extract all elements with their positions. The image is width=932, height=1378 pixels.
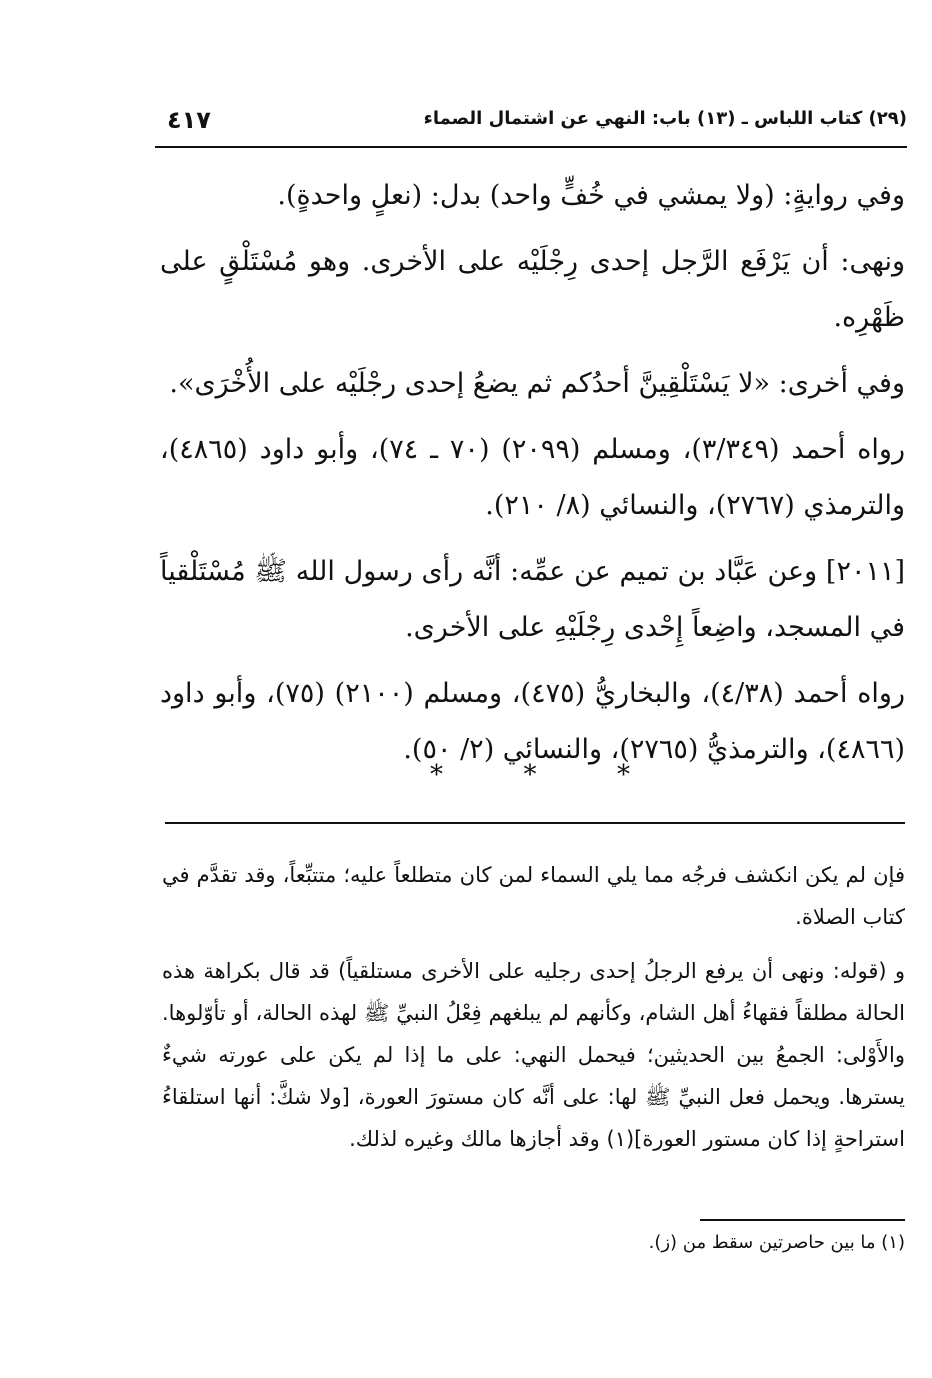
header-rule [155, 146, 907, 148]
paragraph-ukhra: وفي أخرى: «لا يَسْتَلْقِينَّ أحدُكم ثم يضعُ إحدى رجْلَيْه على الأُخْرَى». [169, 368, 905, 399]
page-header [155, 100, 907, 140]
page-number: ٤١٧ [167, 106, 211, 134]
commentary-rule [165, 822, 905, 824]
separator-star: * [523, 760, 537, 790]
paragraph-nahy: ونهى: أن يَرْفَع الرَّجل إحدى رِجْلَيْه على الأخرى. وهو مُسْتَلْقٍ على ظَهْرِه. [160, 246, 905, 333]
citation-1: رواه أحمد (٣/٣٤٩)، ومسلم (٢٠٩٩) (٧٠ ـ ٧٤)، وأبو داود (٤٨٦٥)، والترمذي (٢٧٦٧)، والنسائي (٨/ ٢١٠). [160, 434, 905, 521]
footnote-rule [700, 1219, 905, 1221]
running-title: (٢٩) كتاب اللباس ـ (١٣) باب: النهي عن اشتمال الصماء [423, 108, 907, 129]
commentary-text [162, 854, 905, 1172]
hadith-2011: [٢٠١١] وعن عَبَّاد بن تميم عن عمِّه: أنَّه رأى رسول الله ﷺ مُسْتَلْقياً في المسجد، واضِعاً إِحْدى رِجْلَيْهِ على الأخرى. [160, 556, 905, 643]
citation-2: رواه أحمد (٤/٣٨)، والبخاريُّ (٤٧٥)، ومسلم (٢١٠٠) (٧٥)، وأبو داود (٤٨٦٦)، والترمذيُّ (٢٧٦٥)، والنسائي (٢/ ٥٠). [160, 678, 905, 765]
main-text [160, 168, 905, 788]
section-separator [430, 760, 630, 790]
separator-star: * [617, 760, 630, 790]
footnote: (١) ما بين حاصرتين سقط من (ز). [648, 1232, 905, 1253]
paragraph-riwaya: وفي روايةٍ: (ولا يمشي في خُفٍّ واحد) بدل: (نعلٍ واحدةٍ). [277, 180, 905, 211]
separator-star: * [430, 760, 443, 790]
commentary-paragraph: و (قوله: ونهى أن يرفع الرجلُ إحدى رجليه على الأخرى مستلقياً) قد قال بكراهة هذه الحالة مطلقاً فقهاءُ أهل الشام، وكأنهم لم يبلغهم فِعْلُ النبيِّ ﷺ لهذه الحالة، أو تأوّلوها. والأَوْلى: الجمعُ بين الحديثين؛ فيحمل النهي: على ما إذا لم يكن على عورته شيءٌ يسترها. ويحمل فعل النبيِّ ﷺ لها: على أنَّه كان مستورَ العورة، [ولا شكَّ: أنها استلقاءُ استراحةٍ إذا كان مستور العورة](١) وقد أجازها مالك وغيره لذلك. [162, 959, 905, 1151]
commentary-paragraph: فإن لم يكن انكشف فرجُه مما يلي السماء لمن كان متطلعاً عليه؛ متتبِّعاً، وقد تقدَّم في كتاب الصلاة. [162, 863, 905, 929]
